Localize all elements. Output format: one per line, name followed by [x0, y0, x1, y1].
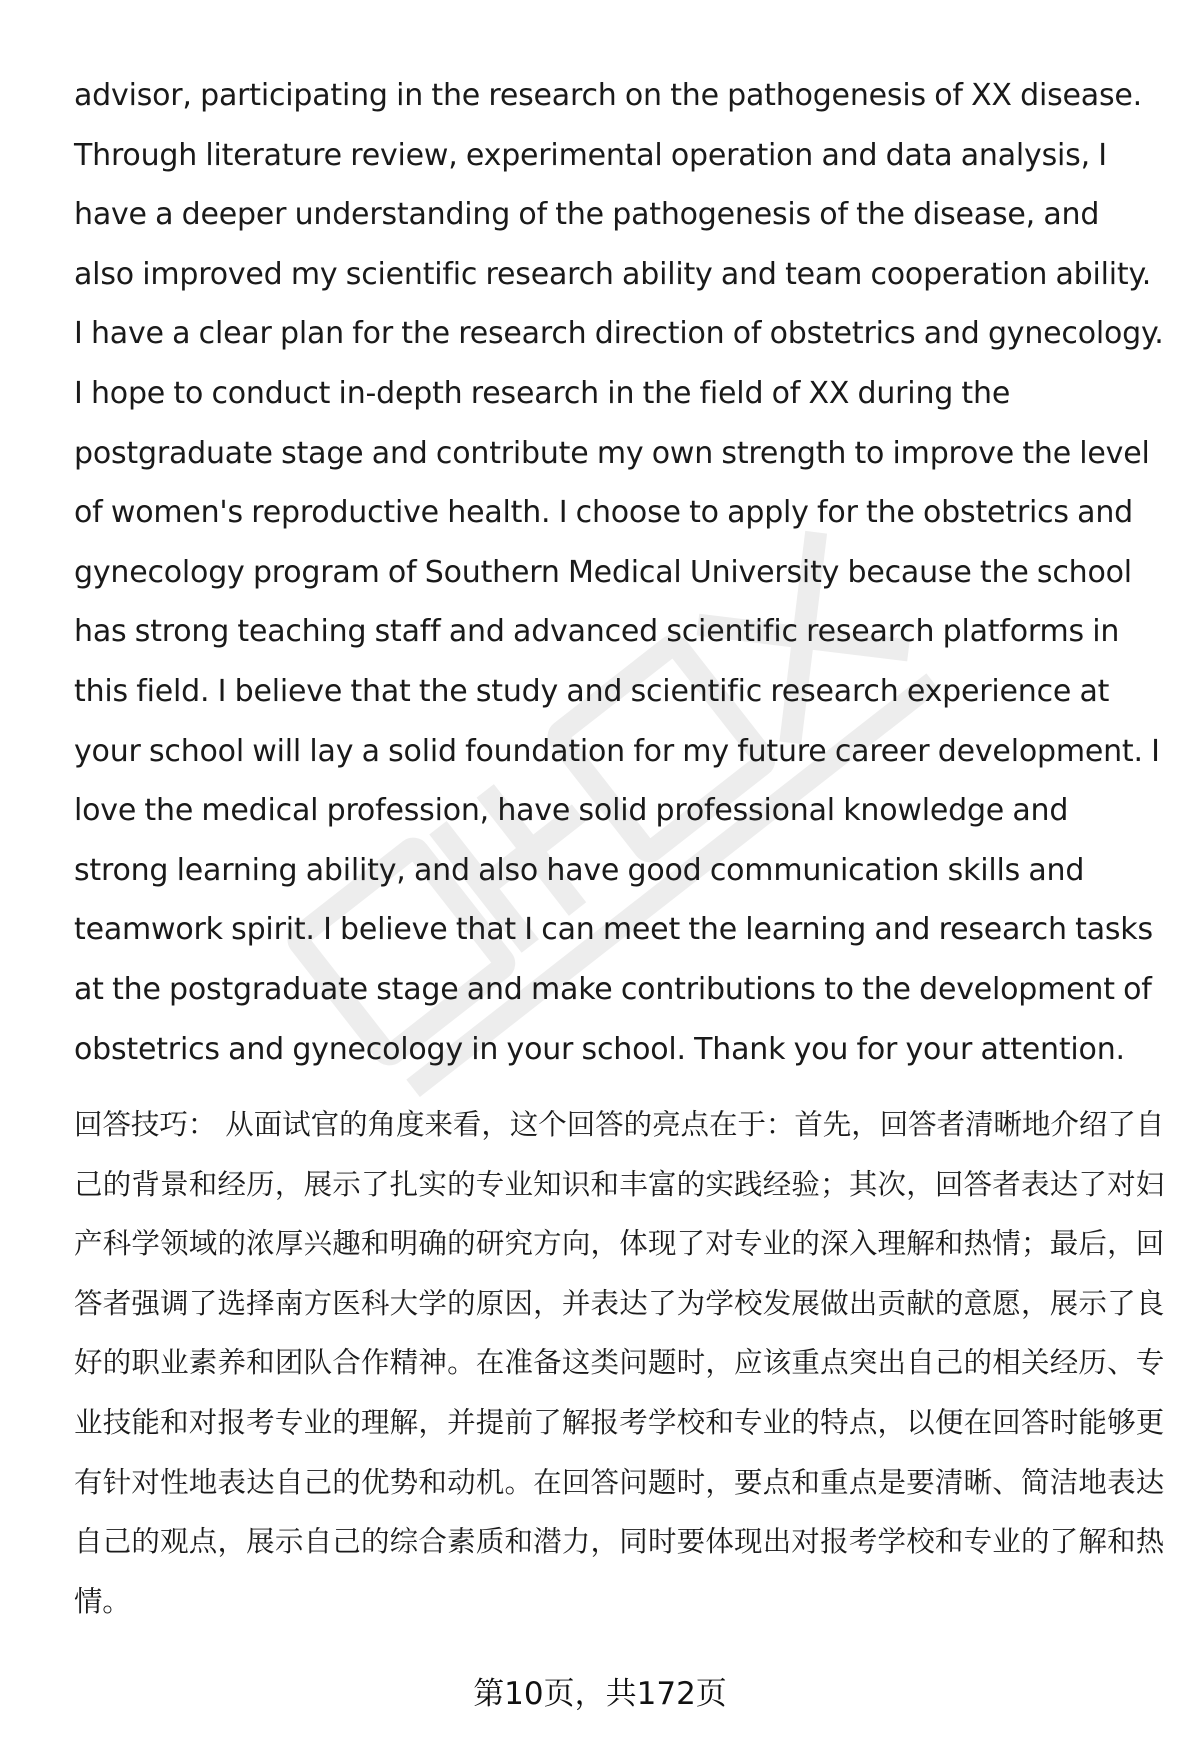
answer-paragraph: advisor, participating in the research on the pathogenesis of XX disease. Through literature review, experimental operation and data analysis, I have a deeper understanding of the pathogenesis of the disease, and also improved my scientific research ability and team cooperation ability. I have a clear plan for the research direction of obstetrics and gynecology. I hope to conduct in-depth research in the field of XX during the postgraduate stage and contribute my own strength to improve the level of women's reproductive health. I choose to apply for the obstetrics and gynecology program of Southern Medical University because the school has strong teaching staff and advanced scientific research platforms in this field. I believe that the study and scientific research experience at your school will lay a solid foundation for my future career development. I love the medical profession, have solid professional knowledge and strong learning ability, and also have good communication skills and teamwork spirit. I believe that I can meet the learning and research tasks at the postgraduate stage and make contributions to the development of obstetrics and gynecology in your school. Thank you for your attention. [74, 78, 1164, 1067]
document-body [74, 66, 1164, 1631]
answer-tips-paragraph: 回答技巧： 从面试官的角度来看，这个回答的亮点在于：首先，回答者清晰地介绍了自己的背景和经历，展示了扎实的专业知识和丰富的实践经验；其次，回答者表达了对妇产科学领域的浓厚兴趣和明确的研究方向，体现了对专业的深入理解和热情；最后，回答者强调了选择南方医科大学的原因，并表达了为学校发展做出贡献的意愿，展示了良好的职业素养和团队合作精神。在准备这类问题时，应该重点突出自己的相关经历、专业技能和对报考专业的理解，并提前了解报考学校和专业的特点，以便在回答时能够更有针对性地表达自己的优势和动机。在回答问题时，要点和重点是要清晰、简洁地表达自己的观点，展示自己的综合素质和潜力，同时要体现出对报考学校和专业的了解和热情。 [74, 1108, 1164, 1618]
page-number: 第10页，共172页 [473, 1676, 727, 1712]
